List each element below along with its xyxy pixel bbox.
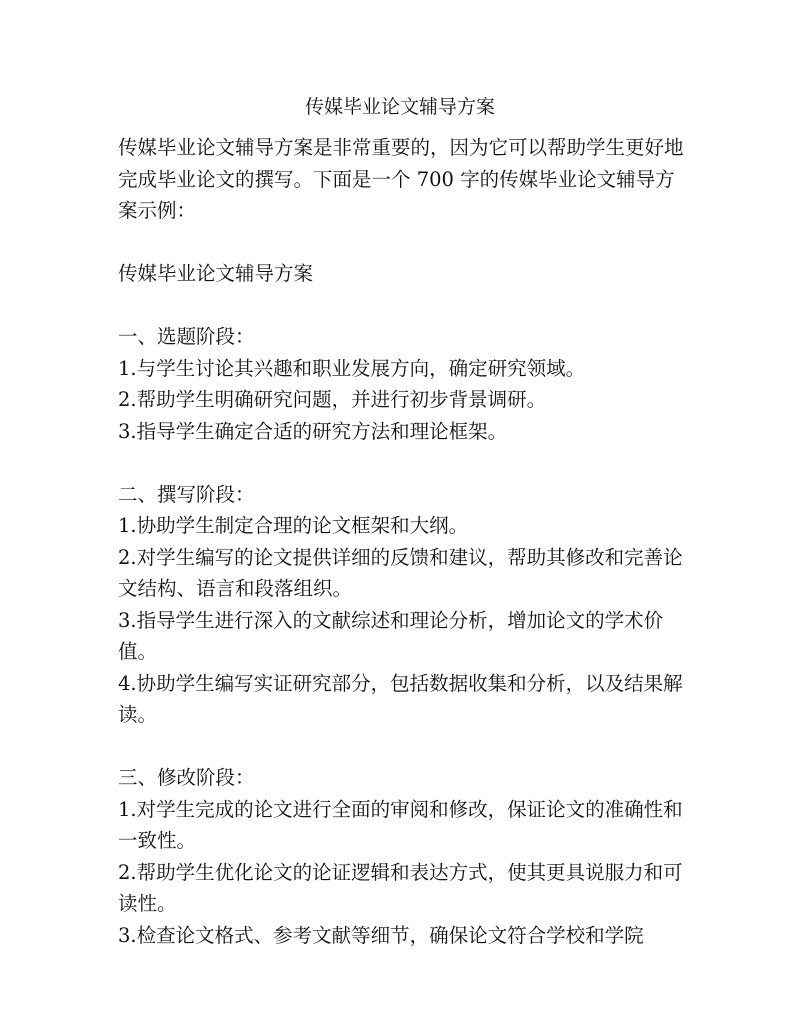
list-item: 3.指导学生确定合适的研究方法和理论框架。	[118, 419, 508, 443]
section-heading-writing: 二、撰写阶段：	[118, 482, 255, 506]
section-subtitle: 传媒毕业论文辅导方案	[118, 262, 314, 285]
list-item: 2.帮助学生优化论文的论证逻辑和表达方式，使其更具说服力和可读性。	[118, 860, 683, 915]
spacer	[118, 290, 690, 322]
document-body	[118, 132, 690, 951]
list-item: 2.对学生编写的论文提供详细的反馈和建议，帮助其修改和完善论文结构、语言和段落组织。	[118, 545, 683, 600]
list-item: 2.帮助学生明确研究问题，并进行初步背景调研。	[118, 388, 547, 411]
intro-paragraph: 传媒毕业论文辅导方案是非常重要的，因为它可以帮助学生更好地完成毕业论文的撰写。下面是一个 700 字的传媒毕业论文辅导方案示例：	[118, 136, 684, 222]
document-title: 传媒毕业论文辅导方案	[304, 96, 495, 118]
section-heading-topic: 一、选题阶段：	[118, 325, 255, 348]
list-item: 1.与学生讨论其兴趣和职业发展方向，确定研究领域。	[118, 356, 586, 380]
list-item: 3.检查论文格式、参考文献等细节，确保论文符合学校和学院	[118, 923, 644, 947]
section-heading-revision: 三、修改阶段：	[118, 766, 255, 789]
spacer	[118, 447, 690, 479]
spacer	[118, 731, 690, 763]
spacer	[118, 227, 690, 259]
list-item: 3.指导学生进行深入的文献综述和理论分析，增加论文的学术价值。	[118, 608, 664, 663]
list-item: 4.协助学生编写实证研究部分，包括数据收集和分析，以及结果解读。	[118, 671, 683, 726]
list-item: 1.对学生完成的论文进行全面的审阅和修改，保证论文的准确性和一致性。	[118, 797, 683, 852]
list-item: 1.协助学生制定合理的论文框架和大纲。	[118, 514, 469, 537]
